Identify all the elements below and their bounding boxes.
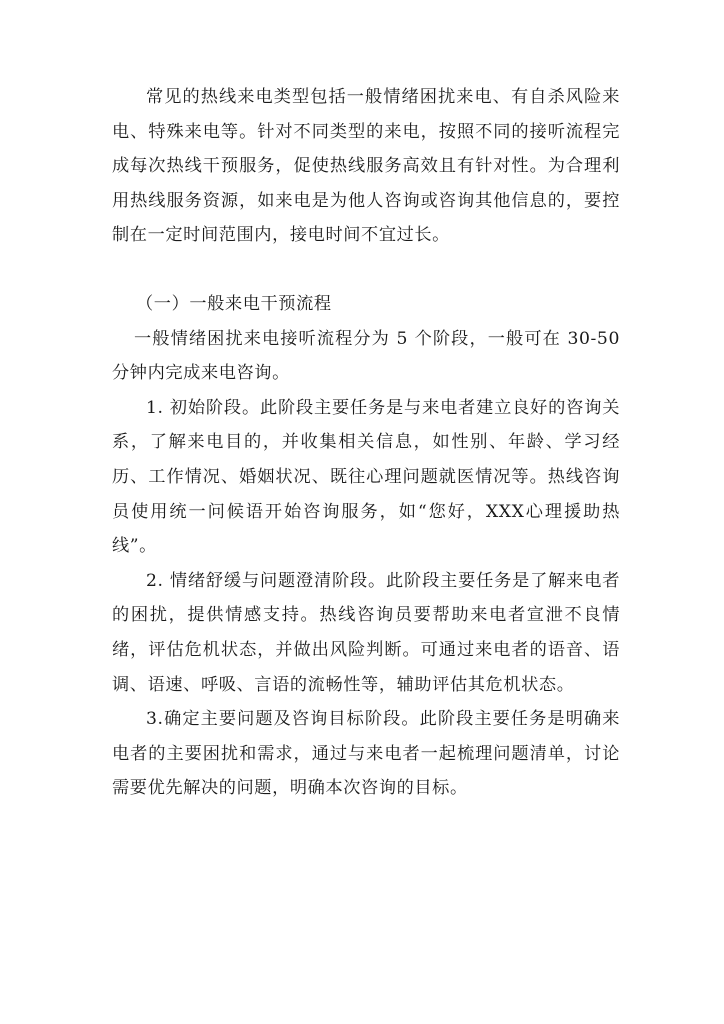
- intro-paragraph: 常见的热线来电类型包括一般情绪困扰来电、有自杀风险来电、特殊来电等。针对不同类型的来电，按照不同的接听流程完成每次热线干预服务，促使热线服务高效且有针对性。为合理利用热线服务资源，如来电是为他人咨询或咨询其他信息的，要控制在一定时间范围内，接电时间不宜过长。: [112, 87, 620, 246]
- stage-2-paragraph: 2. 情绪舒缓与问题澄清阶段。此阶段主要任务是了解来电者的困扰，提供情感支持。热线咨询员要帮助来电者宣泄不良情绪，评估危机状态，并做出风险判断。可通过来电者的语音、语调、语速、呼吸、言语的流畅性等，辅助评估其危机状态。: [112, 570, 620, 695]
- stage-1-paragraph: 1. 初始阶段。此阶段主要任务是与来电者建立良好的咨询关系，了解来电目的，并收集相关信息，如性别、年龄、学习经历、工作情况、婚姻状况、既往心理问题就医情况等。热线咨询员使用统一问候语开始咨询服务，如“您好，XXX心理援助热线”。: [112, 397, 620, 557]
- section-intro-paragraph: 一般情绪困扰来电接听流程分为 5 个阶段，一般可在 30-50 分钟内完成来电咨询。: [112, 328, 620, 384]
- section-heading: （一）一般来电干预流程: [136, 293, 332, 314]
- stage-3-paragraph: 3.确定主要问题及咨询目标阶段。此阶段主要任务是明确来电者的主要困扰和需求，通过与来电者一起梳理问题清单，讨论需要优先解决的问题，明确本次咨询的目标。: [112, 709, 620, 799]
- document-page: [112, 80, 620, 806]
